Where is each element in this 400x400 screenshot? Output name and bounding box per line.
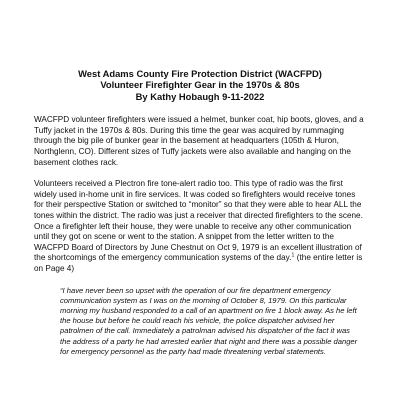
letter-quote: “I have never been so upset with the operation of our fire department emergency communication system as I was on the morning of October 8, 1979. On this particular morning my husband responded to a call of an apartment on fire 1 block away. As he left the house but before he could reach his vehicle, the police dispatcher advised her patrolmen of the call. Immediately a patrolman advised his dispatcher of the fact it was the address of a party he had arrested earlier that night and there was a possible danger for emergency personnel as the party had made threatening verbal statements.	[60, 285, 358, 356]
document-title	[34, 68, 366, 102]
paragraph-radio-tail: (the entire letter is on Page 4)	[34, 253, 363, 273]
paragraph-radio	[34, 179, 366, 274]
paragraph-radio-text: Volunteers received a Plectron fire tone-alert radio too. This type of radio was the first widely used in-home unit in fire services. It was coded so firefighters would receive tones for their perspective Station or switched to “monitor” so that they were able to hear ALL the tones within the district. The radio was just a receiver that directed firefighters to the scene. Once a firefighter left their house, they were unable to receive any other communication until they got on scene or went to the station. A snippet from the letter written to the WACFPD Board of Directors by June Chestnut on Oct 9, 1979 is an excellent illustration of the shortcomings of the emergency communication systems of the day.	[34, 179, 363, 263]
title-line-byline: By Kathy Hobaugh 9-11-2022	[135, 90, 265, 102]
footnote-marker: 1	[291, 252, 295, 259]
paragraph-gear: WACFPD volunteer firefighters were issued a helmet, bunker coat, hip boots, gloves, and a Tuffy jacket in the 1970s & 80s. During this time the gear was acquired by rummaging through the big pile of bunker gear in the basement at headquarters (105th & Huron, Northglenn, CO). Different sizes of Tuffy jackets were also available and hanging on the basement clothes rack.	[34, 115, 364, 167]
title-line-subject: Volunteer Firefighter Gear in the 1970s & 80s	[100, 79, 300, 91]
title-line-organization: West Adams County Fire Protection District (WACFPD)	[78, 68, 322, 79]
